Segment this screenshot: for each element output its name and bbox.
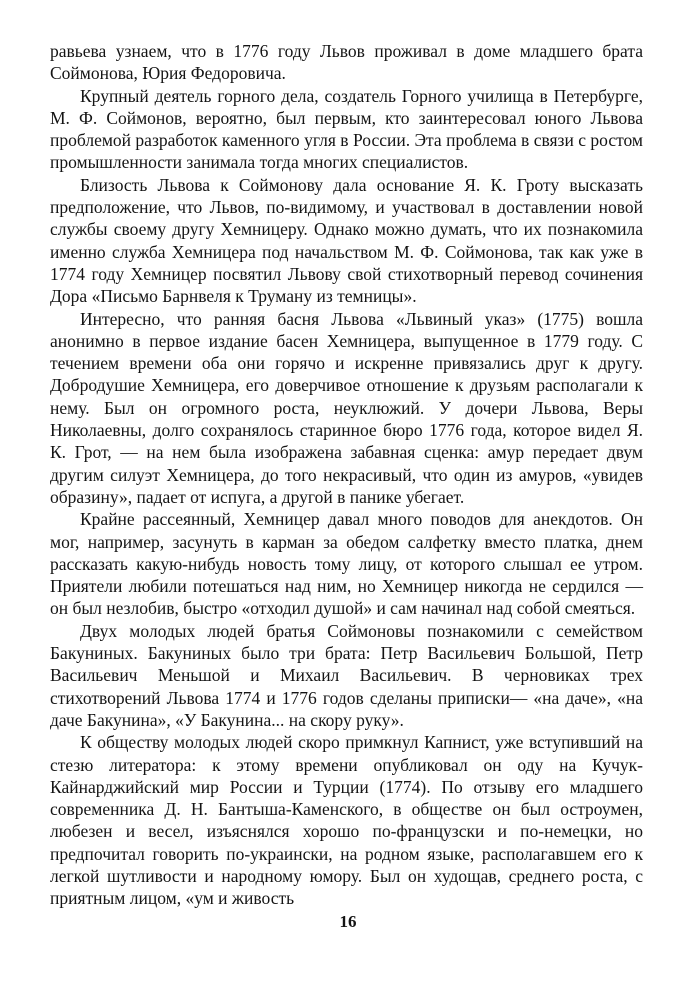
paragraph: Близость Львова к Соймонову дала основание Я. К. Гроту высказать предположение, что Львов, по-видимому, и участвовал в доставлении новой службы своему другу Хемницеру. Однако можно думать, что их познакомила именно служба Хемницера под начальством М. Ф. Соймонова, так как уже в 1774 году Хемницер посвятил Львову свой стихотворный перевод сочинения Дора «Письмо Барнвеля к Труману из темницы». [50, 174, 643, 307]
paragraph: Крайне рассеянный, Хемницер давал много поводов для анекдотов. Он мог, например, засунуть в карман за обедом салфетку вместо платка, днем рассказать какую-нибудь новость тому лицу, от которого слышал ее утром. Приятели любили потешаться над ним, но Хемницер никогда не сердился — он был незлобив, быстро «отходил душой» и сам начинал над собой смеяться. [50, 509, 643, 619]
paragraph: Интересно, что ранняя басня Львова «Львиный указ» (1775) вошла анонимно в первое издание басен Хемницера, выпущенное в 1779 году. С течением времени оба они горячо и искренне привязались друг к другу. Добродушие Хемницера, его доверчивое отношение к друзьям располагали к нему. Был он огромного роста, неуклюжий. У дочери Львова, Веры Николаевны, долго сохранялось старинное бюро 1776 года, которое видел Я. К. Грот, — на нем была изображена забавная сценка: амур передает двум другим силуэт Хемницера, до того некрасивый, что один из амуров, «увидев образину», падает от испуга, а другой в панике убегает. [50, 308, 643, 507]
page-body [50, 40, 643, 910]
paragraph-continued: равьева узнаем, что в 1776 году Львов проживал в доме младшего брата Соймонова, Юрия Федоровича. [50, 41, 643, 84]
paragraph: Двух молодых людей братья Соймоновы познакомили с семейством Бакуниных. Бакуниных было три брата: Петр Васильевич Большой, Петр Васильевич Меньшой и Михаил Васильевич. В черновиках трех стихотворений Львова 1774 и 1776 годов сделаны приписки— «на даче», «на даче Бакунина», «У Бакунина... на скору руку». [50, 620, 643, 730]
paragraph: К обществу молодых людей скоро примкнул Капнист, уже вступивший на стезю литератора: к этому времени опубликовал он оду на Кучук-Кайнарджийский мир России и Турции (1774). По отзыву его младшего современника Д. Н. Бантыша-Каменского, в обществе он был остроумен, любезен и весел, изъяснялся хорошо по-французски и по-немецки, но предпочитал говорить по-украински, на родном языке, располагавшем его к легкой шутливости и народному юмору. Был он худощав, среднего роста, с приятным лицом, «ум и живость [50, 732, 643, 909]
page-number: 16 [339, 912, 357, 931]
paragraph: Крупный деятель горного дела, создатель Горного училища в Петербурге, М. Ф. Соймонов, вероятно, был первым, кто заинтересовал юного Львова проблемой разработок каменного угля в России. Эта проблема в связи с ростом промышленности занимала тогда многих специалистов. [50, 85, 643, 173]
